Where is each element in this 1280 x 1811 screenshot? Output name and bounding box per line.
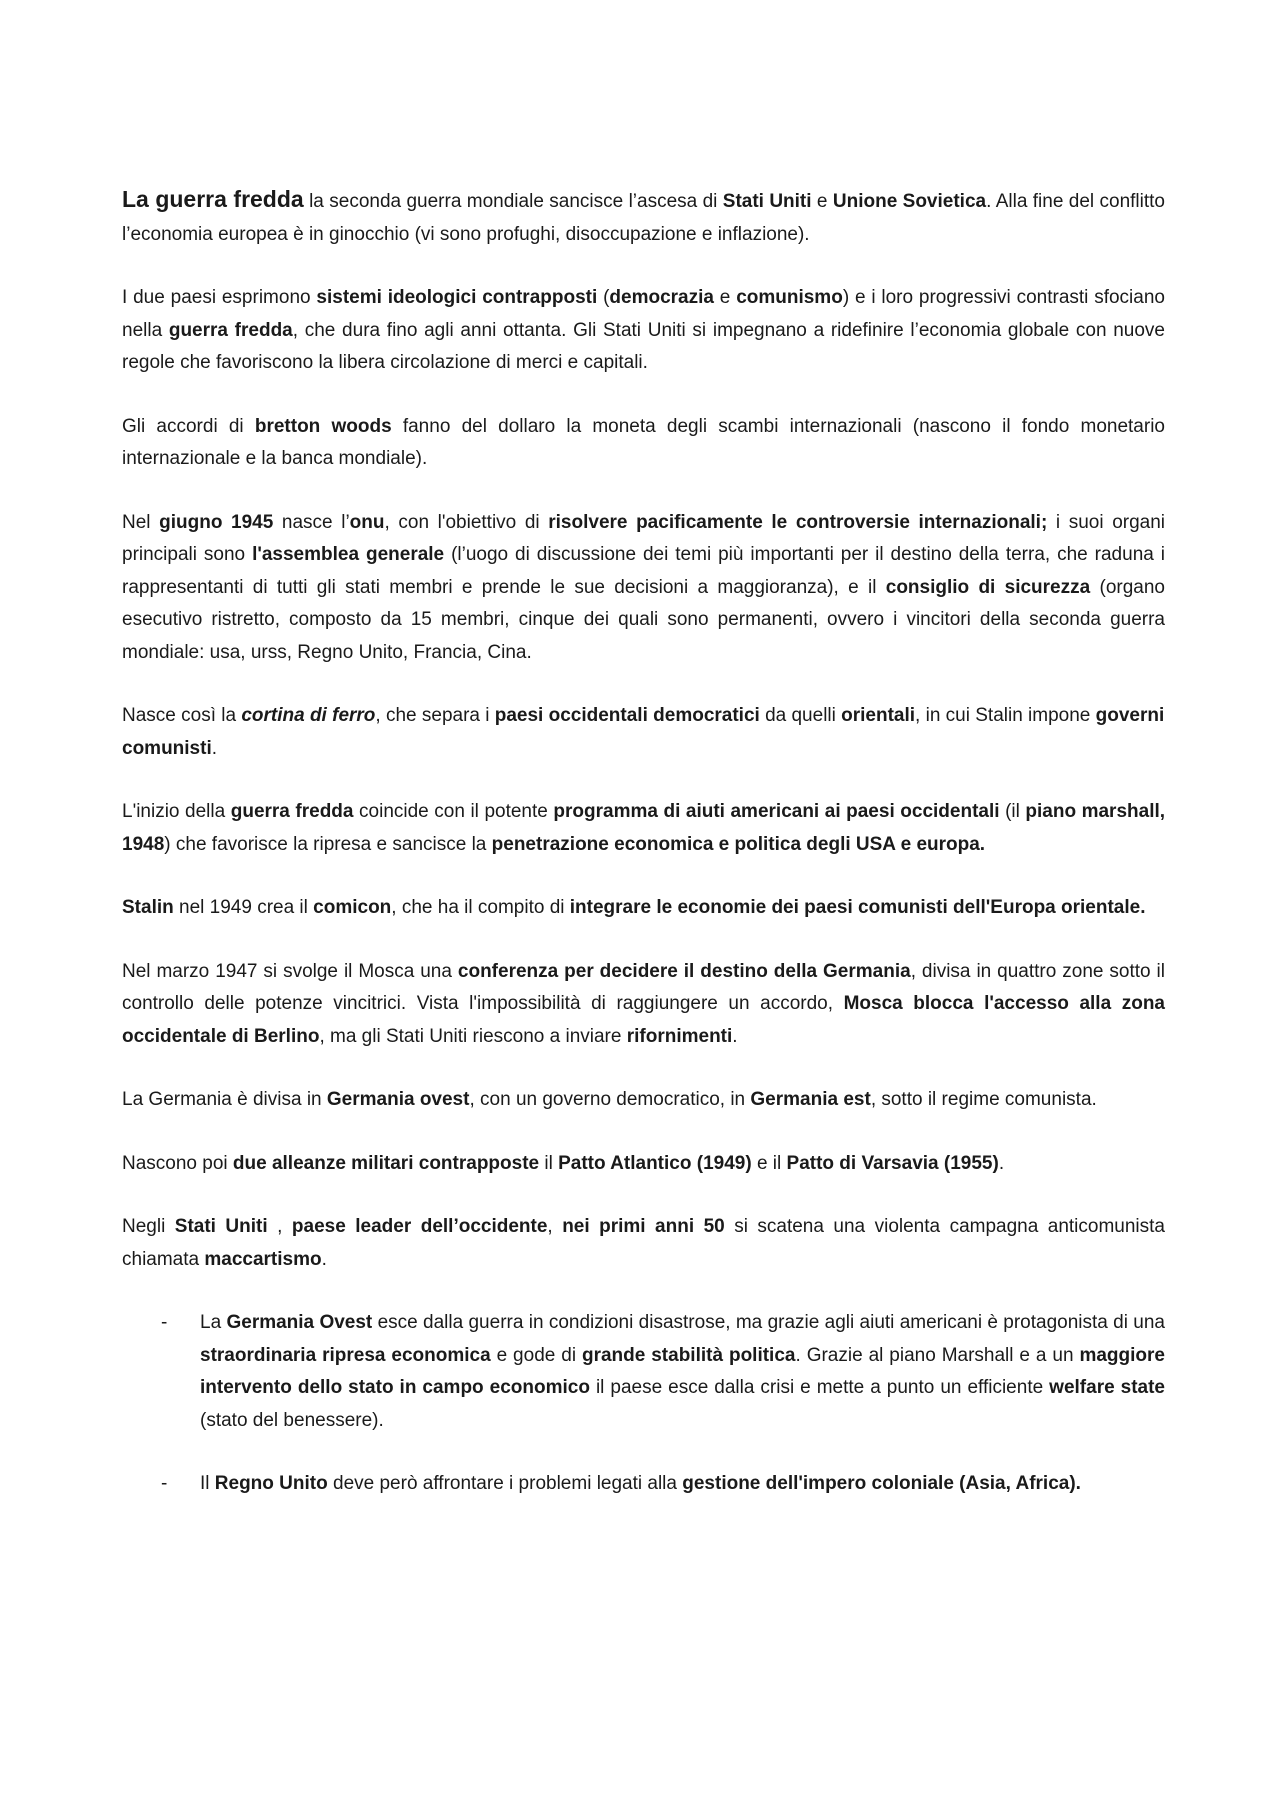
- text: .: [732, 1025, 738, 1047]
- dash-list: [122, 1307, 1165, 1501]
- bold-text: giugno 1945: [159, 511, 274, 533]
- paragraph-marshall: [122, 796, 1165, 861]
- bold-text: guerra fredda: [168, 319, 293, 341]
- list-item: [122, 1307, 1165, 1437]
- text: .: [321, 1248, 327, 1270]
- text: (il: [999, 801, 1026, 822]
- bold-text: piano marshall, 1948: [122, 801, 1166, 855]
- list-item: [122, 1468, 1165, 1501]
- text: Il: [200, 1473, 215, 1494]
- dash-bullet: -: [161, 1473, 168, 1494]
- bold-text: Mosca blocca l'accesso alla zona occidentale di Berlino: [122, 993, 1165, 1047]
- document-title: La guerra fredda: [122, 186, 304, 212]
- bold-text: Patto Atlantico (1949): [558, 1152, 752, 1174]
- bold-text: maggiore intervento dello stato in campo economico: [200, 1344, 1165, 1398]
- bold-text: gestione dell'impero coloniale (Asia, Africa).: [682, 1473, 1081, 1494]
- text: i suoi organi principali sono: [122, 511, 1166, 565]
- text: , in cui Stalin impone: [915, 705, 1096, 726]
- text: Nascono poi: [122, 1152, 233, 1174]
- document-page: [122, 183, 1165, 1532]
- bold-text: Germania est: [750, 1089, 871, 1110]
- text: e gode di: [490, 1344, 582, 1366]
- text: coincide con il potente: [353, 801, 554, 822]
- bold-text: paesi occidentali democratici: [494, 705, 760, 726]
- text: Negli: [122, 1216, 175, 1237]
- bold-text: penetrazione economica e politica degli USA e europa.: [491, 833, 986, 855]
- bold-text: Germania Ovest: [226, 1312, 373, 1333]
- paragraph-bretton-woods: [122, 411, 1165, 476]
- text: (organo esecutivo ristretto, composto da 15 membri, cinque dei quali sono permanenti, ovvero i vincitori della seconda guerra mondiale: usa, urss, Regno Unito, Francia, Cina.: [122, 576, 1165, 663]
- text: da quelli: [759, 705, 842, 726]
- text: il paese esce dalla crisi e mette a punto un efficiente: [589, 1377, 1050, 1398]
- text: Gli accordi di: [122, 415, 255, 437]
- bold-text: comicon: [313, 897, 392, 918]
- text: ) e i loro progressivi contrasti sfociano nella: [122, 287, 1165, 341]
- bold-text: Unione Sovietica: [832, 191, 987, 212]
- text: . Alla fine del conflitto l’economia europea è in ginocchio (vi sono profughi, disoccupazione e inflazione).: [122, 191, 1166, 245]
- text: La Germania è divisa in: [122, 1089, 327, 1110]
- text: ,: [267, 1216, 292, 1237]
- paragraph-ideologies: [122, 282, 1165, 380]
- text: e il: [751, 1152, 787, 1174]
- bold-text: orientali: [841, 705, 916, 726]
- text: .: [998, 1152, 1005, 1174]
- text: Nel marzo 1947 si svolge il Mosca una: [122, 960, 458, 982]
- text: (stato del benessere).: [200, 1409, 384, 1431]
- text: I due paesi esprimono: [122, 287, 317, 308]
- text: Nasce così la: [122, 705, 242, 726]
- bold-text: Stalin: [122, 897, 174, 918]
- bold-text: democrazia: [609, 287, 714, 308]
- text: La: [200, 1312, 227, 1333]
- bold-text: integrare le economie dei paesi comunisti dell'Europa orientale.: [569, 897, 1146, 918]
- paragraph-onu: [122, 507, 1165, 670]
- text: la seconda guerra mondiale sancisce l’ascesa di: [303, 191, 723, 212]
- text: (: [597, 287, 610, 308]
- text: nasce l’: [273, 511, 350, 533]
- text: deve però affrontare i problemi legati alla: [327, 1473, 683, 1494]
- bold-text: due alleanze militari contrapposte: [232, 1152, 540, 1174]
- text: il: [539, 1152, 559, 1174]
- text: (l’uogo di discussione dei temi più importanti per il destino della terra, che raduna i rappresentanti di tutti gli stati membri e prende le sue decisioni a maggioranza), e il: [122, 544, 1165, 598]
- paragraph-maccartismo: [122, 1211, 1165, 1276]
- text: , che separa i: [375, 705, 495, 726]
- bold-text: Patto di Varsavia (1955): [786, 1152, 999, 1174]
- text: fanno del dollaro la moneta degli scambi internazionali (nascono il fondo monetario internazionale e la banca mondiale).: [122, 415, 1165, 469]
- bold-text: paese leader dell’occidente: [291, 1216, 548, 1237]
- text: si scatena una violenta campagna anticomunista chiamata: [122, 1216, 1166, 1270]
- text: ,: [547, 1216, 563, 1237]
- bold-text: governi comunisti: [122, 705, 1165, 759]
- bold-text: Stati Uniti: [722, 191, 812, 212]
- text: nel 1949 crea il: [173, 897, 314, 918]
- paragraph-intro: [122, 183, 1165, 251]
- bold-text: bretton woods: [254, 415, 392, 437]
- bold-text: programma di aiuti americani ai paesi occidentali: [553, 801, 1000, 822]
- text: , che dura fino agli anni ottanta. Gli Stati Uniti si impegnano a ridefinire l’economia globale con nuove regole che favoriscono la libera circolazione di merci e capitali.: [122, 319, 1165, 373]
- bold-text: sistemi ideologici contrapposti: [316, 287, 598, 308]
- bold-text: l'assemblea generale: [252, 544, 445, 565]
- text: esce dalla guerra in condizioni disastrose, ma grazie agli aiuti americani è protagonista di una: [372, 1312, 1165, 1333]
- text: , sotto il regime comunista.: [870, 1089, 1097, 1110]
- text: , che ha il compito di: [391, 897, 570, 918]
- text: Nel: [122, 511, 160, 533]
- text: , con l'obiettivo di: [384, 511, 549, 533]
- bold-text: rifornimenti: [626, 1025, 733, 1047]
- bold-text: straordinaria ripresa economica: [200, 1344, 491, 1366]
- text: e: [811, 191, 833, 212]
- text: .: [211, 737, 218, 759]
- text: , con un governo democratico, in: [469, 1089, 751, 1110]
- bold-text: grande stabilità politica: [581, 1344, 796, 1366]
- bold-text: consiglio di sicurezza: [885, 576, 1091, 598]
- paragraph-alleanze: [122, 1148, 1165, 1181]
- paragraph-cortina: [122, 700, 1165, 765]
- dash-bullet: -: [161, 1312, 168, 1333]
- paragraph-berlino: [122, 956, 1165, 1054]
- bold-text: nei primi anni 50: [562, 1216, 725, 1237]
- bold-text: Stati Uniti: [174, 1216, 268, 1237]
- text: e: [713, 287, 737, 308]
- bold-text: comunismo: [736, 287, 843, 308]
- bold-text: risolvere pacificamente le controversie internazionali;: [548, 511, 1048, 533]
- bold-text: maccartismo: [204, 1248, 322, 1270]
- bold-text: Regno Unito: [214, 1473, 328, 1494]
- bold-text: welfare state: [1049, 1377, 1165, 1398]
- bold-text: conferenza per decidere il destino della Germania: [457, 960, 911, 982]
- text: ) che favorisce la ripresa e sancisce la: [164, 833, 492, 855]
- text: . Grazie al piano Marshall e a un: [795, 1344, 1080, 1366]
- bold-italic-text: cortina di ferro: [241, 705, 376, 726]
- text: L'inizio della: [122, 801, 231, 822]
- paragraph-germania: [122, 1084, 1165, 1117]
- bold-text: onu: [349, 511, 385, 533]
- text: , ma gli Stati Uniti riescono a inviare: [319, 1025, 627, 1047]
- paragraph-comicon: [122, 892, 1165, 925]
- text: , divisa in quattro zone sotto il controllo delle potenze vincitrici. Vista l'impossibilità di raggiungere un accordo,: [122, 960, 1166, 1014]
- bold-text: Germania ovest: [326, 1089, 470, 1110]
- bold-text: guerra fredda: [230, 801, 354, 822]
